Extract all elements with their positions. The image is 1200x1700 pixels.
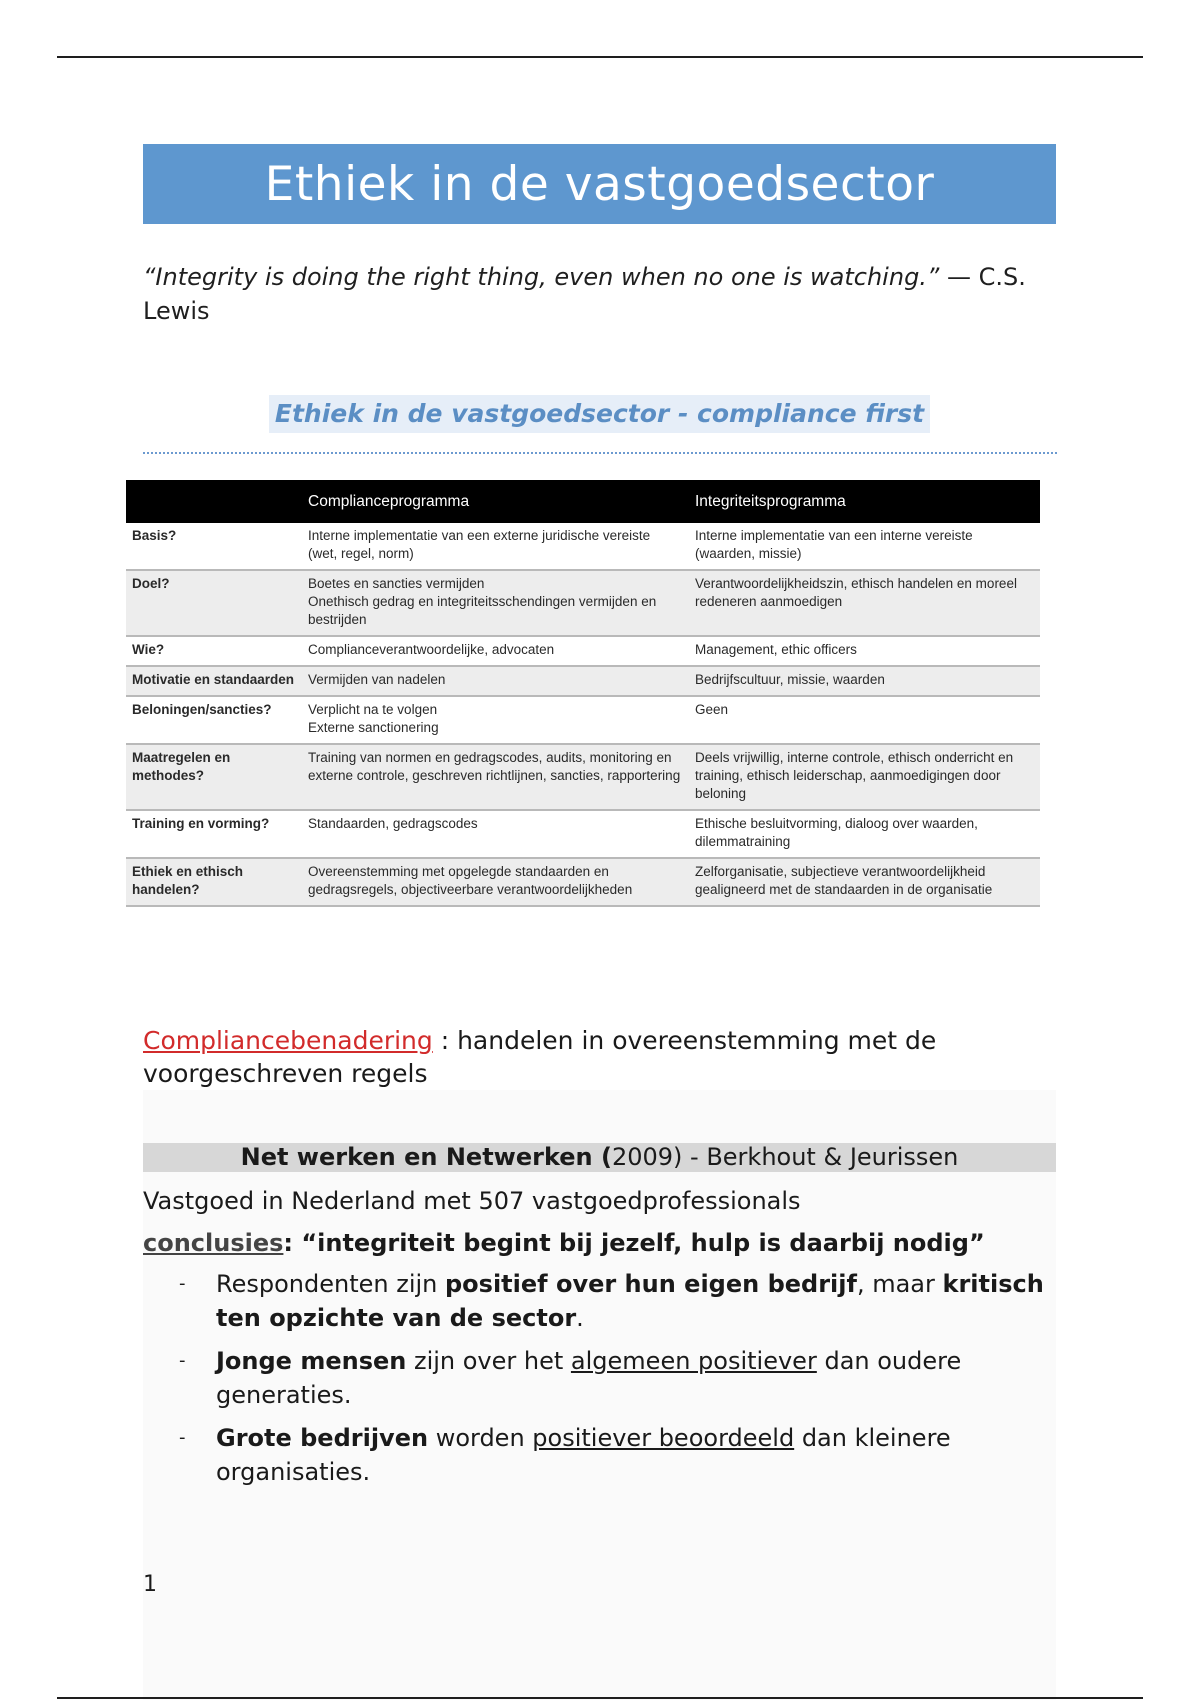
integrity-cell: Zelforganisatie, subjectieve verantwoordelijkheid gealigneerd met de standaarden in de organisatie [689,858,1040,906]
table-header-empty [126,480,302,523]
page-title: Ethiek in de vastgoedsector [143,144,1056,224]
section-subtitle: Ethiek in de vastgoedsector - compliance first [269,395,930,433]
table-header-row [126,480,1040,523]
subtitle-container [143,395,1056,433]
conclusions-text: : “integriteit begint bij jezelf, hulp is daarbij nodig” [283,1229,985,1257]
bullet-underlined: algemeen positiever [570,1347,817,1375]
table-row [126,810,1040,858]
row-label: Training en vorming? [126,810,302,858]
page-number: 1 [143,1572,157,1597]
study-intro: Vastgoed in Nederland met 507 vastgoedprofessionals [143,1187,801,1215]
row-label: Beloningen/sancties? [126,696,302,744]
bullet-text: , maar [856,1270,943,1298]
comparison-table [126,480,1040,907]
compliance-cell: Vermijden van nadelen [302,666,689,696]
quote [143,260,1056,328]
compliance-cell: Boetes en sancties vermijden Onethisch gedrag en integriteitsschendingen vermijden en bestrijden [302,570,689,636]
bullet-text: . [576,1304,584,1332]
bottom-rule [57,1697,1143,1699]
table-row [126,696,1040,744]
bullet-dash: - [179,1273,186,1294]
integrity-cell: Ethische besluitvorming, dialoog over waarden, dilemmatraining [689,810,1040,858]
table-row [126,858,1040,906]
row-label: Motivatie en standaarden [126,666,302,696]
bullet-dash: - [179,1427,186,1448]
integrity-cell: Management, ethic officers [689,636,1040,666]
integrity-cell: Interne implementatie van een interne vereiste (waarden, missie) [689,523,1040,570]
compliance-cell: Interne implementatie van een externe juridische vereiste (wet, regel, norm) [302,523,689,570]
list-item [143,1421,1056,1489]
list-item [143,1267,1056,1335]
quote-text: “Integrity is doing the right thing, even when no one is watching.” [143,263,940,291]
compliance-definition [143,1024,1056,1090]
dotted-divider [143,452,1057,454]
bullet-text: Respondenten zijn [216,1270,445,1298]
top-rule [57,56,1143,58]
bullet-text: worden [428,1424,533,1452]
integrity-cell: Verantwoordelijkheidszin, ethisch handelen en moreel redeneren aanmoedigen [689,570,1040,636]
bullet-bold: Jonge mensen [216,1347,407,1375]
study-title [143,1143,1056,1172]
table-row [126,570,1040,636]
compliance-cell: Standaarden, gedragscodes [302,810,689,858]
bullet-bold: positief over hun eigen bedrijf [445,1270,857,1298]
integrity-cell: Geen [689,696,1040,744]
bullet-underlined: positiever beoordeeld [532,1424,795,1452]
row-label: Maatregelen en methodes? [126,744,302,810]
integrity-cell: Deels vrijwillig, interne controle, ethisch onderricht en training, ethisch leiderschap, aanmoedigingen door beloning [689,744,1040,810]
table-row [126,636,1040,666]
conclusions-line [143,1227,1056,1259]
bullet-bold: Grote bedrijven [216,1424,429,1452]
row-label: Doel? [126,570,302,636]
table-header-compliance: Complianceprogramma [302,480,689,523]
study-title-rest: 2009) - Berkhout & Jeurissen [611,1143,959,1171]
row-label: Ethiek en ethisch handelen? [126,858,302,906]
table-header-integrity: Integriteitsprogramma [689,480,1040,523]
compliance-definition-text: : handelen in overeenstemming met de voorgeschreven regels [143,1026,937,1088]
bullet-text: zijn over het [406,1347,571,1375]
compliance-cell: Training van normen en gedragscodes, audits, monitoring en externe controle, geschreven richtlijnen, sancties, rapportering [302,744,689,810]
bullet-text: dan kleinere organisaties. [216,1424,951,1486]
bullet-dash: - [179,1350,186,1371]
compliance-term: Compliancebenadering [143,1026,433,1055]
bullet-text: dan oudere generaties. [216,1347,962,1409]
conclusions-list [143,1267,1056,1498]
list-item [143,1344,1056,1412]
conclusions-label: conclusies [143,1229,284,1257]
table-row [126,523,1040,570]
compliance-cell: Overeenstemming met opgelegde standaarden en gedragsregels, objectiveerbare verantwoordelijkheden [302,858,689,906]
bullet-bold: kritisch ten opzichte van de sector [216,1270,1044,1332]
integrity-cell: Bedrijfscultuur, missie, waarden [689,666,1040,696]
row-label: Basis? [126,523,302,570]
quote-attribution: — C.S. Lewis [143,263,1026,325]
table-row [126,666,1040,696]
study-title-bold: Net werken en Netwerken ( [240,1143,612,1171]
compliance-cell: Verplicht na te volgen Externe sanctionering [302,696,689,744]
compliance-cell: Complianceverantwoordelijke, advocaten [302,636,689,666]
table-row [126,744,1040,810]
row-label: Wie? [126,636,302,666]
